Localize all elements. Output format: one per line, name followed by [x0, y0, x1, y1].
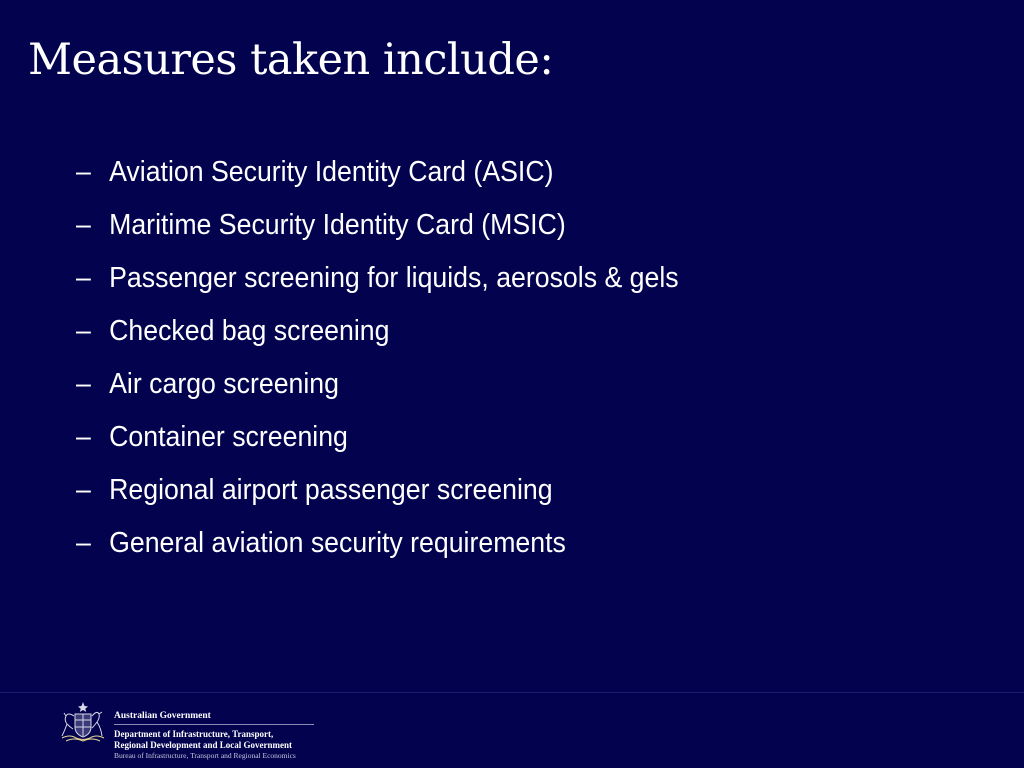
list-item: [76, 464, 679, 517]
slide-title: Measures taken include:: [28, 35, 554, 85]
list-item: [76, 358, 679, 411]
list-item: [76, 305, 679, 358]
bullet-text: Air cargo screening: [109, 368, 339, 400]
bullet-marker: –: [76, 368, 91, 400]
footer: [56, 700, 326, 764]
bullet-marker: –: [76, 209, 91, 241]
list-item: [76, 411, 679, 464]
bureau-name: Bureau of Infrastructure, Transport and Regional Economics: [114, 751, 296, 760]
bullet-text: Aviation Security Identity Card (ASIC): [109, 156, 554, 188]
bullet-text: Passenger screening for liquids, aerosols & gels: [109, 262, 679, 294]
list-item: [76, 252, 679, 305]
bullet-marker: –: [76, 315, 91, 347]
bullet-text: General aviation security requirements: [109, 527, 566, 559]
bullet-text: Maritime Security Identity Card (MSIC): [109, 209, 566, 241]
bullet-marker: –: [76, 156, 91, 188]
list-item: [76, 146, 679, 199]
bullet-marker: –: [76, 421, 91, 453]
footer-divider: [0, 692, 1024, 693]
government-name: Australian Government: [114, 710, 314, 725]
bullet-list: [76, 146, 731, 570]
footer-text: [114, 710, 314, 761]
bullet-text: Checked bag screening: [109, 315, 390, 347]
list-item: [76, 517, 679, 570]
department-name-line2: Regional Development and Local Government: [114, 740, 292, 750]
bullet-text: Regional airport passenger screening: [109, 474, 553, 506]
bullet-marker: –: [76, 527, 91, 559]
list-item: [76, 199, 679, 252]
department-name-line1: Department of Infrastructure, Transport,: [114, 729, 274, 739]
bullet-text: Container screening: [109, 421, 348, 453]
bullet-marker: –: [76, 474, 91, 506]
coat-of-arms-icon: [56, 700, 110, 744]
bullet-marker: –: [76, 262, 91, 294]
